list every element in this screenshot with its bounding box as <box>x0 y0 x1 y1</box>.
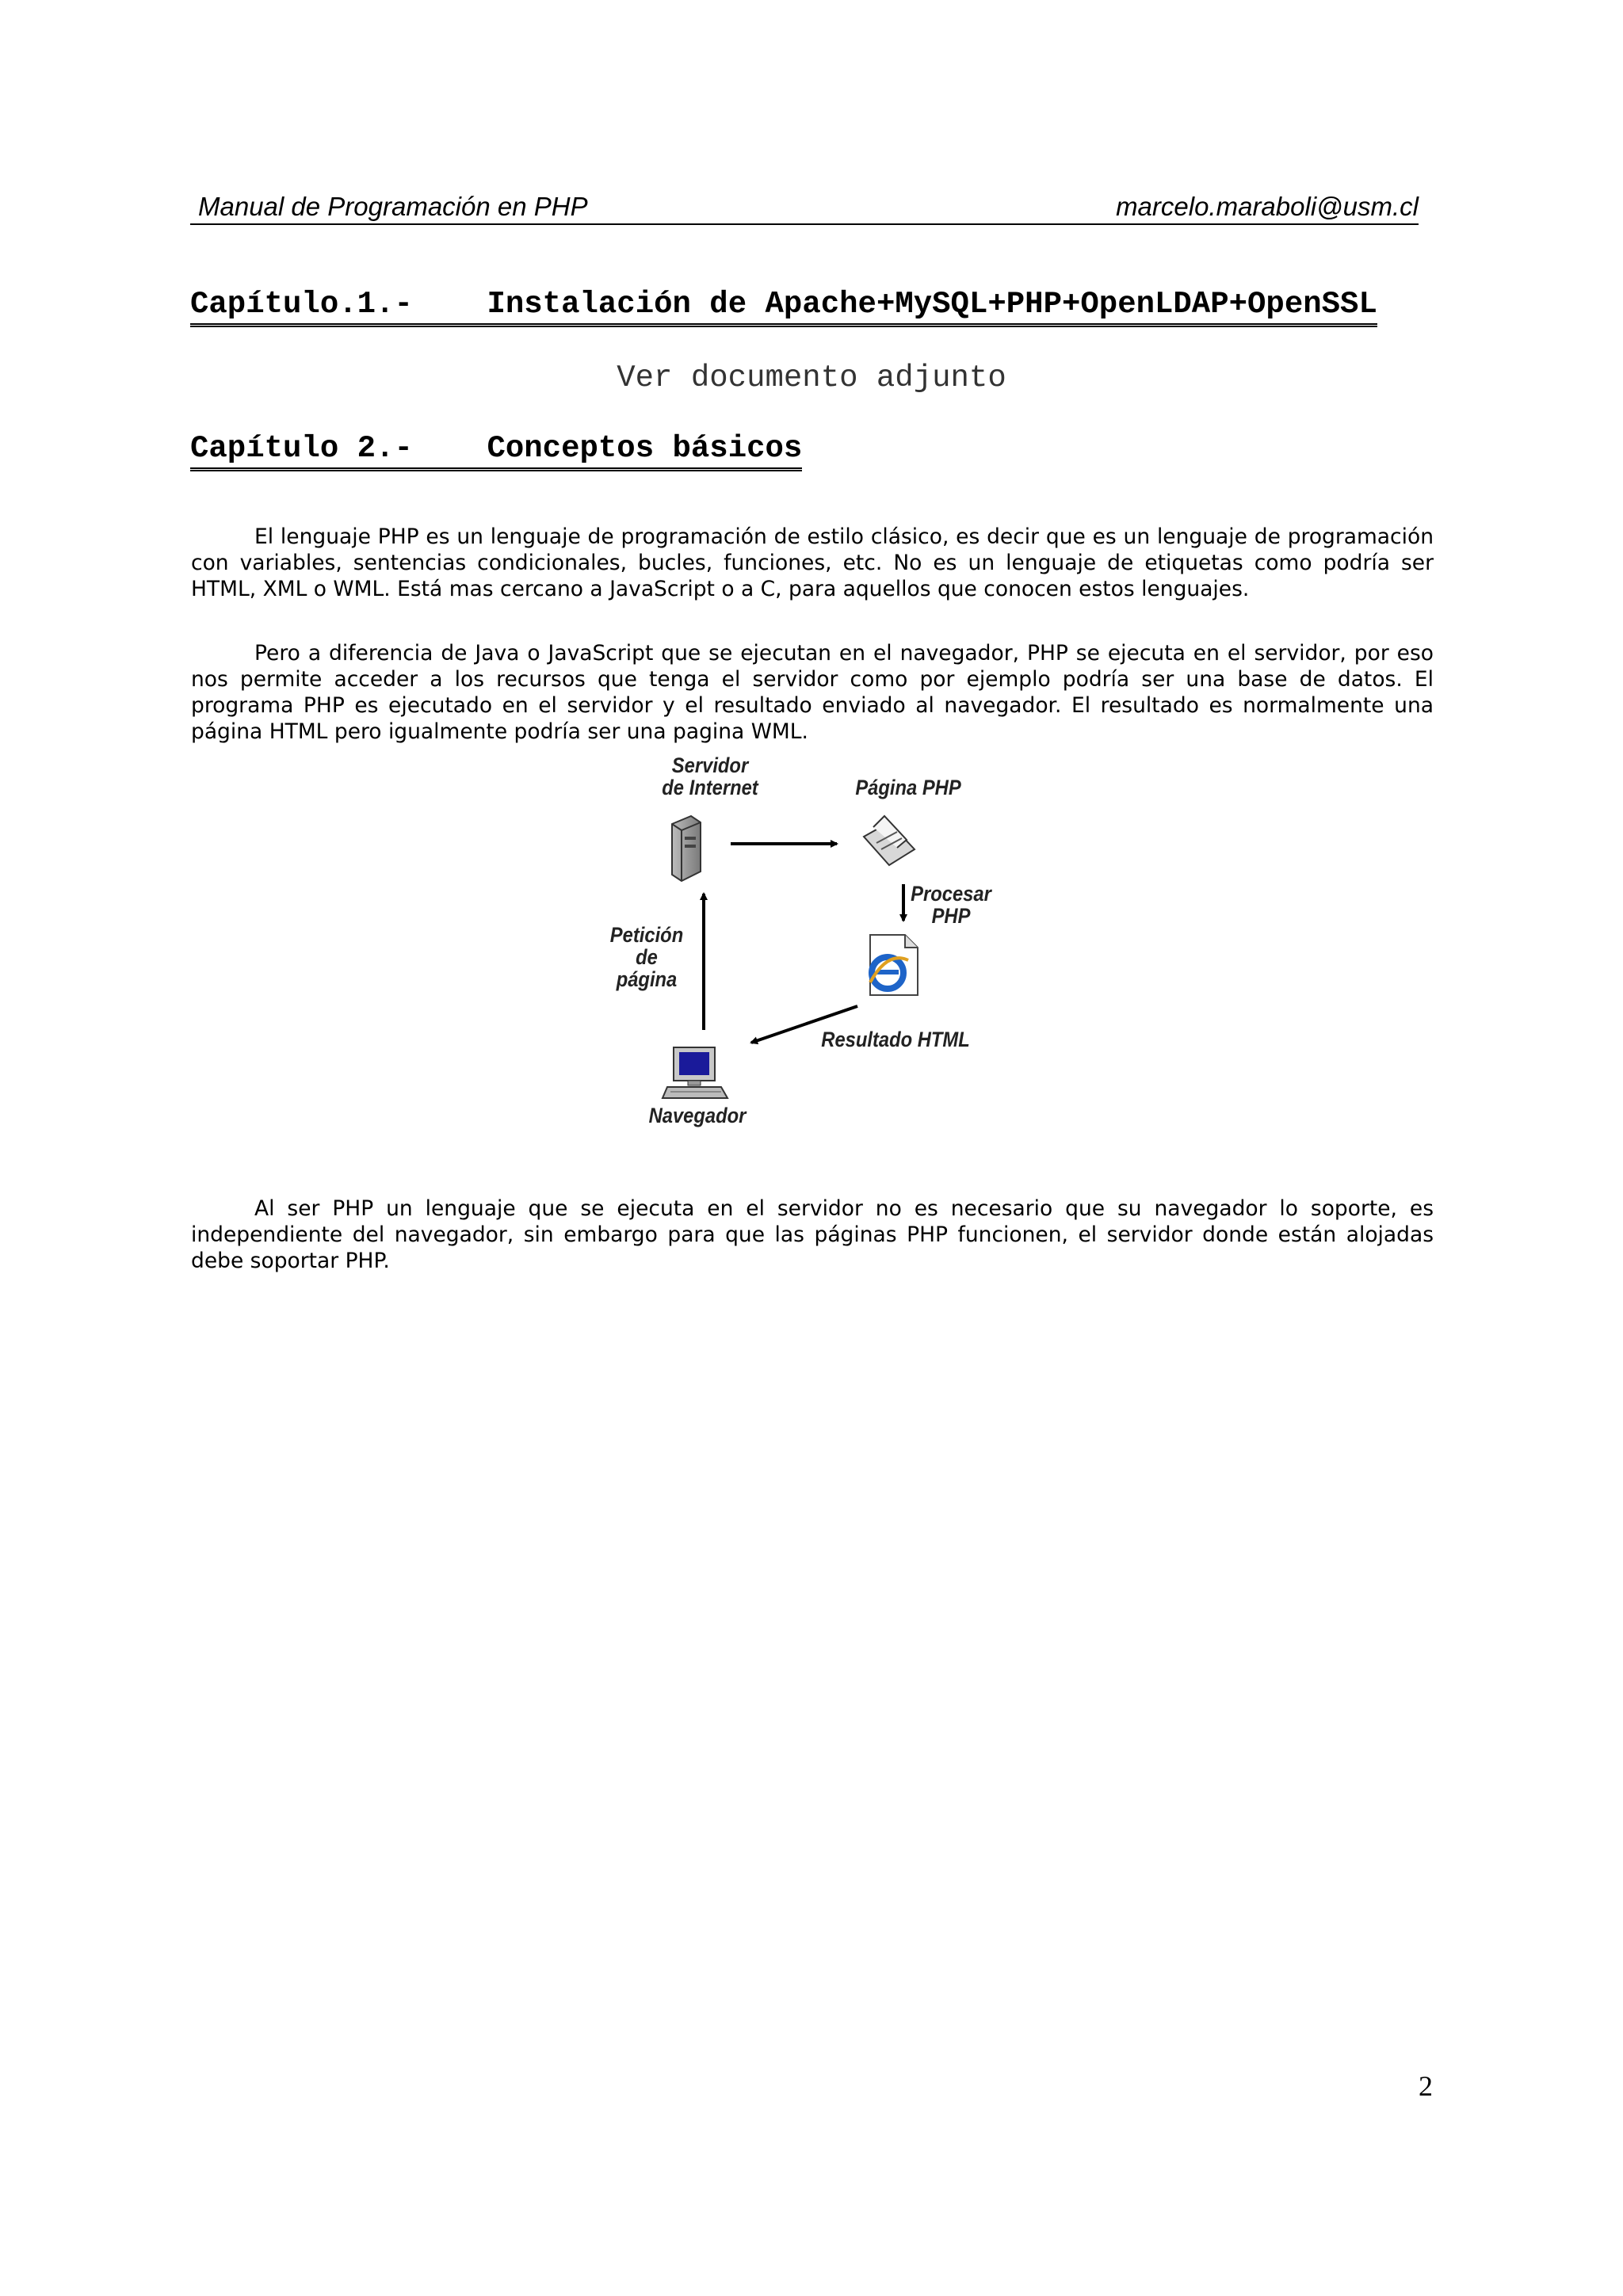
label-php-page: Página PHP <box>855 776 961 799</box>
label-html-result: Resultado HTML <box>821 1028 970 1051</box>
paragraph-3: Al ser PHP un lenguaje que se ejecuta en el servidor no es necesario que su navegador lo soporte, es independiente del navegador, sin embargo para que las páginas PHP funcionen, el servidor donde están alojadas debe soportar PHP. <box>191 1196 1434 1273</box>
server-icon <box>672 816 701 881</box>
page-number: 2 <box>1419 2070 1433 2102</box>
label-page-request: Petición de página <box>609 923 684 991</box>
php-page-icon <box>864 816 915 865</box>
php-flow-diagram <box>602 753 999 1141</box>
label-server: Servidor de Internet <box>662 753 758 799</box>
chapter-1-note: Ver documento adjunto <box>617 360 1006 395</box>
paragraph-2: Pero a diferencia de Java o JavaScript que se ejecutan en el navegador, PHP se ejecuta en el servidor, por eso nos permite acceder a los recursos que tenga el servidor como por ejemplo podría ser una base de datos. El programa PHP es ejecutado en el servidor y el resultado enviado al navegador. El resultado es normalmente una página HTML pero igualmente podría ser una pagina WML. <box>191 640 1434 744</box>
paragraph-1: El lenguaje PHP es un lenguaje de programación de estilo clásico, es decir que es un lenguaje de programación con variables, sentencias condicionales, bucles, funciones, etc. No es un lenguaje de etiquetas como podría ser HTML, XML o WML. Está mas cercano a JavaScript o a C, para aquellos que conocen estos lenguajes. <box>191 524 1434 601</box>
label-process-php: Procesar PHP <box>911 882 991 928</box>
label-browser: Navegador <box>648 1104 747 1127</box>
header-title: Manual de Programación en PHP <box>198 192 588 221</box>
running-header <box>190 190 1419 225</box>
chapter-2-heading: Capítulo 2.- Conceptos básicos <box>190 431 802 471</box>
header-email: marcelo.maraboli@usm.cl <box>1116 192 1419 221</box>
chapter-1-heading: Capítulo.1.- Instalación de Apache+MySQL+PHP+OpenLDAP+OpenSSL <box>190 287 1377 327</box>
html-document-icon <box>870 935 918 995</box>
computer-icon <box>663 1047 727 1098</box>
